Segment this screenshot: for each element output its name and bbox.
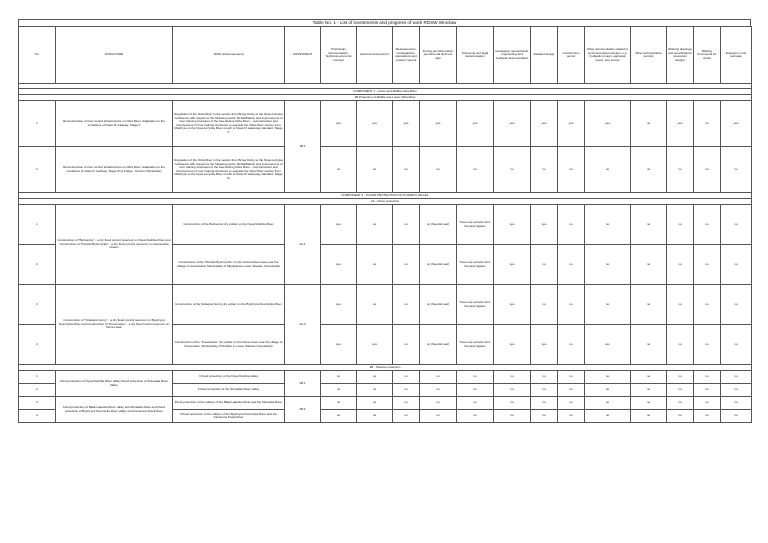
cell: yes [393, 101, 420, 147]
cell: no [631, 101, 667, 147]
cell: yes [585, 325, 631, 365]
cell: no [357, 410, 393, 423]
table-row [19, 101, 752, 147]
cell: yes [494, 205, 531, 245]
row-no: 1 [19, 205, 56, 245]
cell: no [694, 325, 721, 365]
row-component: 1B.1 [285, 101, 321, 193]
cell: no [585, 384, 631, 397]
cell: no [531, 371, 558, 384]
header-col-2: Environmental permit [357, 27, 393, 84]
row-component: 2A.1 [285, 205, 321, 285]
table-row [19, 147, 752, 193]
cell: no [321, 397, 357, 410]
investment-table-sheet [18, 19, 751, 423]
cell: no [393, 397, 420, 410]
row-no: 4 [19, 325, 56, 365]
cell: no [457, 384, 494, 397]
cell: There are extracts from the land register [457, 325, 494, 365]
cell: yes [457, 101, 494, 147]
cell: no [585, 410, 631, 423]
cell: no [667, 384, 694, 397]
cell: no [531, 410, 558, 423]
cell: no [721, 205, 752, 245]
cell: yes [321, 205, 357, 245]
cell: There are extracts from the land register [457, 245, 494, 285]
cell: no [531, 397, 558, 410]
cell: no [667, 205, 694, 245]
cell: yes [357, 101, 393, 147]
cell: no [531, 384, 558, 397]
row-structure: Construction of "Szalejów Górny" - a dry flood control reservoir on Bystrzyca Dusznicka River and Construction of "Krosnowice" - a dry flood control reservoir on Duna creek [56, 285, 173, 365]
cell: no [585, 147, 631, 193]
cell: yes [494, 245, 531, 285]
section-1b: 1B Protection of Middle and Lower Odra River [19, 95, 752, 101]
cell: no [393, 147, 420, 193]
cell: no (Special Law) [420, 245, 457, 285]
cell: no [558, 245, 585, 285]
cell: no [357, 285, 393, 325]
cell: no [393, 325, 420, 365]
cell: no [420, 410, 457, 423]
cell: no [721, 397, 752, 410]
header-col-11: Working drawings and specifications (execution design) [667, 27, 694, 84]
cell: yes [721, 101, 752, 147]
cell: no [694, 245, 721, 285]
cell: no [631, 147, 667, 193]
cell: no [631, 384, 667, 397]
row-structure: Reconstruction of river control infrastructure on Odra River. Adaptation to the conditions of Class III roadway. Stage II [56, 101, 173, 147]
row-task: Flood protection of the valleys of the Biała Lądecka River and the Morawka River [173, 397, 285, 410]
cell: yes [494, 101, 531, 147]
header-col-4: Zoning permit/Location permit/Local land use plan [420, 27, 457, 84]
cell: no [631, 371, 667, 384]
cell: no [393, 285, 420, 325]
header-col-1: Preliminary documentation, Technical-economic concept [321, 27, 357, 84]
cell: no [321, 384, 357, 397]
cell: no [420, 147, 457, 193]
table-title: Table No. 1 - List of investments and progress of work RDSW Wrocław [18, 19, 751, 26]
row-structure: Construction of "Boboszów" - a dry flood control reservoir on Nysa Kłodzka River and Construction of "Roztoki Bystrzyckie" - a dry flood control reservoir on Goworówka stream [56, 205, 173, 285]
cell: There are extracts from the land register [457, 285, 494, 325]
cell: no [667, 410, 694, 423]
cell: no [457, 371, 494, 384]
row-task: Construction of the Szalejów Górny dry polder on the Bystrzyca Dusznicka River [173, 285, 285, 325]
cell: yes [321, 245, 357, 285]
cell: no [721, 410, 752, 423]
cell: no [585, 205, 631, 245]
cell: no [457, 397, 494, 410]
cell: no [585, 245, 631, 285]
section-component-2: COMPONENT 2 - FLOOD PROTECTION OF KLODZKO VALLEY [19, 193, 752, 199]
cell: no [393, 245, 420, 285]
cell: no [631, 205, 667, 245]
cell: no [585, 285, 631, 325]
cell: no [357, 384, 393, 397]
cell: no [631, 325, 667, 365]
cell: no [420, 397, 457, 410]
cell: yes [494, 285, 531, 325]
row-no: 2 [19, 147, 56, 193]
cell: no [667, 397, 694, 410]
cell: no [694, 205, 721, 245]
cell: no [667, 285, 694, 325]
cell: yes [321, 325, 357, 365]
header-structure: STRUCTURE [56, 27, 173, 84]
header-col-6: Geological, geotechnical, engineering and hydraulic documentation [494, 27, 531, 84]
cell: no [393, 205, 420, 245]
cell: no [357, 245, 393, 285]
cell: no [494, 384, 531, 397]
row-no: 2 [19, 245, 56, 285]
cell: no [667, 147, 694, 193]
header-task: TASK (subcomponent) [173, 27, 285, 84]
header-col-9: Other documentation related to environmental protection, e.g. hydraulic project, appraisal report, tree survey [585, 27, 631, 84]
cell: no [667, 325, 694, 365]
cell: no [667, 245, 694, 285]
cell: yes [531, 205, 558, 245]
row-no: 3 [19, 285, 56, 325]
header-row [19, 27, 752, 84]
investment-table [18, 26, 752, 423]
cell: yes [531, 101, 558, 147]
row-structure: Flood protection of Biała Lądecka River valley and Morawka River and Flood protection of Bystrzyca Dusznicka River Valley and Kamienna Potok River [56, 397, 173, 423]
cell: no [721, 245, 752, 285]
cell: no [357, 397, 393, 410]
row-task: Regulation of the Odra River in the section from Brzeg Dolny to the Nysa Łużycka confluence with respect to the following works: Rehabilitation and improvement of river training structures of the free-flowing Odra River – reconstruction and improvement of river training structures to upgrade the Odra River section from Malczyce to the Nysa Łużycka River mouth to Class III waterway standard. Stage III [173, 147, 285, 193]
cell: no [694, 397, 721, 410]
cell: no [558, 147, 585, 193]
cell: no [721, 147, 752, 193]
cell: no [393, 410, 420, 423]
cell: no [667, 371, 694, 384]
cell: no [494, 371, 531, 384]
header-col-13: Engineer's cost estimate [721, 27, 752, 84]
row-no: 4 [19, 410, 56, 423]
header-col-12: Bidding documents for works [694, 27, 721, 84]
cell: no (Special Law) [420, 325, 457, 365]
cell: no [494, 147, 531, 193]
header-col-10: Other administrative permits [631, 27, 667, 84]
cell: no [558, 285, 585, 325]
row-task: Construction of the Boboszów dry polder on the Nysa Kłodzka River [173, 205, 285, 245]
section-2b: 2B - Passive protection [19, 365, 752, 371]
cell: no [321, 410, 357, 423]
cell: no [558, 384, 585, 397]
cell: no [694, 101, 721, 147]
cell: no [494, 410, 531, 423]
section-2a: 2A - Active protection [19, 199, 752, 205]
cell: yes [494, 325, 531, 365]
cell: no [721, 384, 752, 397]
row-task: I) flood protection of the Nysa Kłodzka valley [173, 371, 285, 384]
row-component: 2A.2 [285, 285, 321, 365]
cell: no [721, 325, 752, 365]
row-no: 2 [19, 384, 56, 397]
row-component: 2B.1 [285, 371, 321, 397]
cell: yes [321, 101, 357, 147]
cell: yes [420, 101, 457, 147]
cell: no [721, 371, 752, 384]
cell: no [558, 325, 585, 365]
row-task: Regulation of the Odra River in the section from Brzeg Dolny to the Nysa Łużycka confluence with respect to the following works: Rehabilitation and improvement of river training structures of the free-flowing Odra River – reconstruction and improvement of river training structures to upgrade the Odra River section from Malczyce to the Nysa Łużycka River mouth to Class III waterway standard. Stage II [173, 101, 285, 147]
header-col-5: Surveying and legal documentation [457, 27, 494, 84]
cell: no [694, 285, 721, 325]
cell: no [631, 397, 667, 410]
cell: yes [667, 101, 694, 147]
row-no: 1 [19, 101, 56, 147]
cell: yes [321, 285, 357, 325]
cell: no [694, 147, 721, 193]
cell: no [393, 371, 420, 384]
header-no: No. [19, 27, 56, 84]
cell: no [420, 384, 457, 397]
row-task: Construction of the "Krosnowice" dry polder on the Duna creek near the village of Krosnowice, Municipality of Kłodzko in Lower Silesian Voivodeship [173, 325, 285, 365]
row-structure: Flood protection of Nysa Kłodzka River Valley-Flood protection of Ścinawka River Valley [56, 371, 173, 397]
cell: yes [357, 325, 393, 365]
row-no: 3 [19, 397, 56, 410]
cell: no [631, 285, 667, 325]
cell: no [585, 397, 631, 410]
row-task: Construction of the "Roztoki Bystrzyckie" on the Goworówka creek near the village of Goworówka, Municipality of Międzylesie Lower Silesian Voivodeship [173, 245, 285, 285]
cell: no [558, 397, 585, 410]
cell: no [321, 147, 357, 193]
cell: no [694, 371, 721, 384]
cell: no [457, 410, 494, 423]
header-col-7: Detailed design [531, 27, 558, 84]
row-task: II flood protection of the Ścinawka River valley [173, 384, 285, 397]
cell: no [631, 410, 667, 423]
cell: no [420, 371, 457, 384]
table-row [19, 371, 752, 384]
cell: no [393, 384, 420, 397]
header-col-3: Measurements, investigations, calculations and expert's reports [393, 27, 420, 84]
cell: no [321, 371, 357, 384]
header-col-8: Construction permit [558, 27, 585, 84]
table-row [19, 205, 752, 245]
cell: no [357, 147, 393, 193]
section-component-1: COMPONENT 1 - Lower and Middle Odra River [19, 89, 752, 95]
cell: no [631, 245, 667, 285]
cell: no [494, 397, 531, 410]
row-component: 2B.2 [285, 397, 321, 423]
cell: no [531, 285, 558, 325]
cell: yes [531, 325, 558, 365]
cell: yes [558, 101, 585, 147]
table-row [19, 397, 752, 410]
cell: There are extracts from the land register [457, 205, 494, 245]
cell: no [531, 147, 558, 193]
cell: no [558, 205, 585, 245]
cell: no [558, 371, 585, 384]
cell: no [721, 285, 752, 325]
row-no: 1 [19, 371, 56, 384]
table-row [19, 285, 752, 325]
row-task: II flood protection of the valleys of the Bystrzyca Dusznicka River and the Kamienna Potok River [173, 410, 285, 423]
cell: no (Special Law) [420, 205, 457, 245]
cell: no [531, 245, 558, 285]
cell: no [585, 371, 631, 384]
cell: no (Special Law) [420, 285, 457, 325]
cell: no [357, 205, 393, 245]
header-component: COMPONENT [285, 27, 321, 84]
cell: no [457, 147, 494, 193]
cell: yes [585, 101, 631, 147]
row-structure: Reconstruction of river control infrastructure on Odra River. Adaptation to the conditions of Class III roadway. Stage III (2 bridge - Krosno Odrzańskie) [56, 147, 173, 193]
cell: no [558, 410, 585, 423]
cell: no [357, 371, 393, 384]
cell: no [694, 384, 721, 397]
cell: no [694, 410, 721, 423]
